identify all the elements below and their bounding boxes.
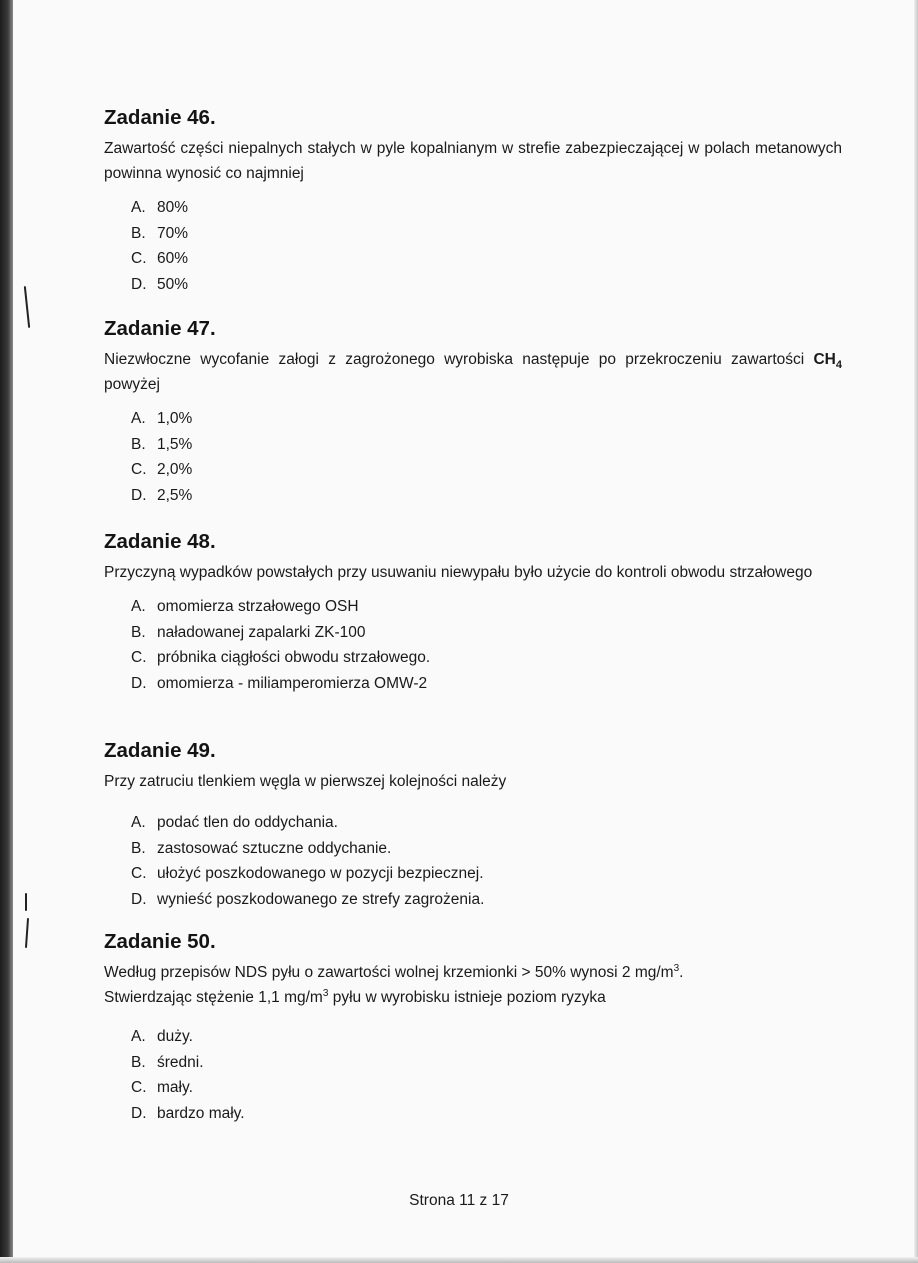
- answer-option-c[interactable]: C. próbnika ciągłości obwodu strzałowego.: [131, 649, 431, 666]
- task-question: Niezwłoczne wycofanie załogi z zagrożonego wyrobiska następuje po przekroczeniu zawartości $CH_4$ powyżej: [104, 351, 842, 393]
- answer-option-b[interactable]: B. 1,5%: [131, 435, 193, 453]
- answer-option-d[interactable]: D. bardzo mały.: [131, 1104, 245, 1122]
- answer-option-a[interactable]: A. duży.: [131, 1028, 193, 1045]
- task-title: Zadanie 48.: [104, 530, 216, 553]
- task-46: [104, 106, 842, 297]
- task-question: Zawartość części niepalnych stałych w pyle kopalnianym w strefie zabezpieczającej w polach metanowych powinna wynosić co najmniej: [104, 140, 842, 182]
- answer-options: [104, 810, 842, 912]
- answer-option-a[interactable]: A. podać tlen do oddychania.: [131, 814, 338, 831]
- task-50: [104, 930, 842, 1126]
- answer-option-c[interactable]: C. mały.: [131, 1079, 193, 1096]
- task-47: [104, 317, 842, 508]
- answer-option-b[interactable]: B. 70%: [131, 224, 189, 242]
- answer-option-a[interactable]: A. 1,0%: [131, 410, 193, 427]
- answer-option-d[interactable]: D. omomierza - miliamperomierza OMW-2: [131, 674, 428, 692]
- task-title: Zadanie 46.: [104, 106, 216, 129]
- answer-option-d[interactable]: D. 2,5%: [131, 486, 193, 504]
- task-title: Zadanie 49.: [104, 739, 216, 762]
- task-49: [104, 739, 842, 912]
- answer-option-a[interactable]: A. 80%: [131, 199, 189, 216]
- answer-option-c[interactable]: C. 60%: [131, 250, 189, 267]
- answer-option-c[interactable]: C. 2,0%: [131, 461, 193, 478]
- answer-options: [104, 594, 842, 696]
- answer-options: [104, 195, 842, 297]
- task-title: Zadanie 50.: [104, 930, 216, 953]
- answer-option-d[interactable]: D. 50%: [131, 275, 189, 293]
- answer-option-c[interactable]: C. ułożyć poszkodowanego w pozycji bezpiecznej.: [131, 865, 484, 882]
- answer-option-b[interactable]: B. średni.: [131, 1053, 204, 1071]
- answer-option-b[interactable]: B. naładowanej zapalarki ZK-100: [131, 623, 366, 641]
- task-question: Przyczyną wypadków powstałych przy usuwaniu niewypału było użycie do kontroli obwodu strzałowego: [104, 564, 813, 581]
- methane-formula: $CH_4$: [813, 351, 842, 372]
- answer-options: [104, 1024, 842, 1126]
- answer-option-a[interactable]: A. omomierza strzałowego OSH: [131, 598, 359, 615]
- answer-option-b[interactable]: B. zastosować sztuczne oddychanie.: [131, 839, 392, 857]
- task-question: Według przepisów NDS pyłu o zawartości wolnej krzemionki > 50% wynosi 2 $mg/m^3$. Stwierdzając stężenie 1,1 $mg/m^3$ pyłu w wyrobisku istnieje poziom ryzyka: [104, 962, 684, 1006]
- task-question: Przy zatruciu tlenkiem węgla w pierwszej kolejności należy: [104, 773, 507, 790]
- page-number: Strona 11 z 17: [409, 1192, 509, 1209]
- answer-options: [104, 406, 842, 508]
- answer-option-d[interactable]: D. wynieść poszkodowanego ze strefy zagrożenia.: [131, 890, 485, 908]
- task-48: [104, 530, 842, 696]
- task-title: Zadanie 47.: [104, 317, 216, 340]
